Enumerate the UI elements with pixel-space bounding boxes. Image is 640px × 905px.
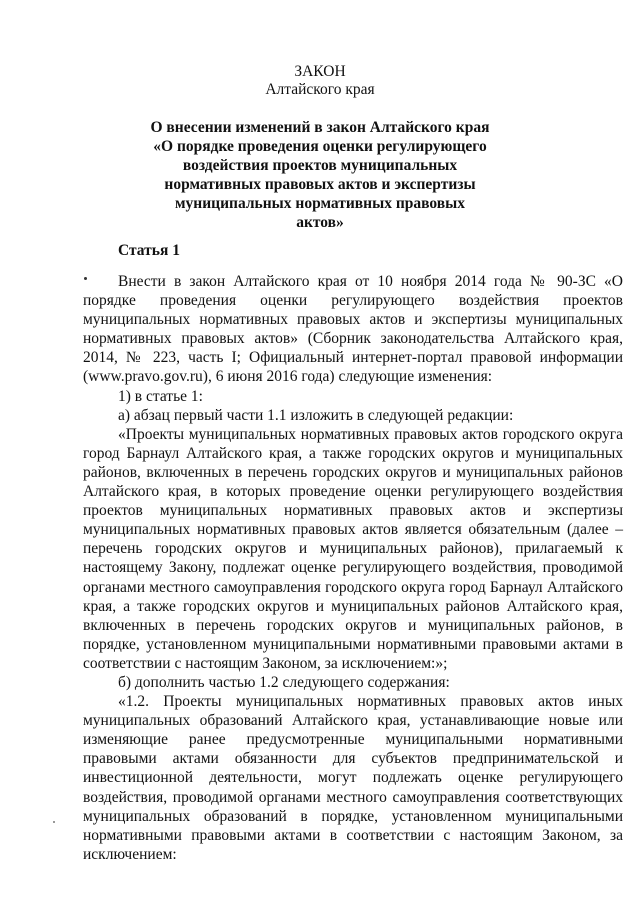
paragraph-amendment-intro: Внести в закон Алтайского края от 10 ноября 2014 года № 90-ЗС «О порядке проведения оценки регулирующего воздействия проектов муниципальных нормативных правовых актов и экспертизы муниципальных нормативных правовых актов» (Сборник законодательства Алтайского края, 2014, № 223, часть I; Официальный интернет-портал правовой информации (www.pravo.gov.ru), 6 июня 2016 года) следующие изменения: <box>83 273 623 386</box>
scan-speck-mark <box>53 821 55 823</box>
paragraph-item-1: 1) в статье 1: <box>118 387 203 405</box>
law-title: О внесении изменений в закон Алтайского края «О порядке проведения оценки регулирующего воздействия проектов муниципальных нормативных правовых актов и экспертизы муниципальных нормативных правовых актов» <box>150 119 490 231</box>
document-type-heading: ЗАКОН <box>294 63 346 80</box>
paragraph-quoted-text-1-1: «Проекты муниципальных нормативных правовых актов городского округа город Барнаул Алтайского края, а также городских округов и муниципальных районов, включенных в перечень городских округов и муниципальных районов Алтайского края, в которых проведение оценки регулирующего воздействия проектов муниципальных нормативных правовых актов и экспертизы муниципальных нормативных правовых актов является обязательным (далее – перечень городских округов и муниципальных районов), прилагаемый к настоящему Закону, подлежат оценке регулирующего воздействия, проводимой органами местного самоуправления городского округа город Барнаул Алтайского края, а также городских округов и муниципальных районов Алтайского края, включенных в перечень городских округов и муниципальных районов, в порядке, установленном муниципальными нормативными правовыми актами в соответствии с настоящим Законом, за исключением:»; <box>83 425 623 672</box>
region-heading: Алтайского края <box>265 81 375 98</box>
paragraph-subitem-a: а) абзац первый части 1.1 изложить в следующей редакции: <box>118 406 514 424</box>
paragraph-quoted-text-1-2: «1.2. Проекты муниципальных нормативных правовых актов иных муниципальных образований Алтайского края, устанавливающие новые или изменяющие ранее предусмотренные муниципальными нормативными правовыми актами обязанности для субъектов предпринимательской и инвестиционной деятельности, могут подлежать оценке регулирующего воздействия, проводимой органами местного самоуправления соответствующих муниципальных образований в порядке, установленном муниципальными нормативными правовыми актами в соответствии с настоящим Законом, за исключением: <box>83 693 623 863</box>
article-body <box>83 272 623 864</box>
article-heading: Статья 1 <box>118 242 180 259</box>
paragraph-subitem-b: б) дополнить частью 1.2 следующего содержания: <box>118 673 450 691</box>
